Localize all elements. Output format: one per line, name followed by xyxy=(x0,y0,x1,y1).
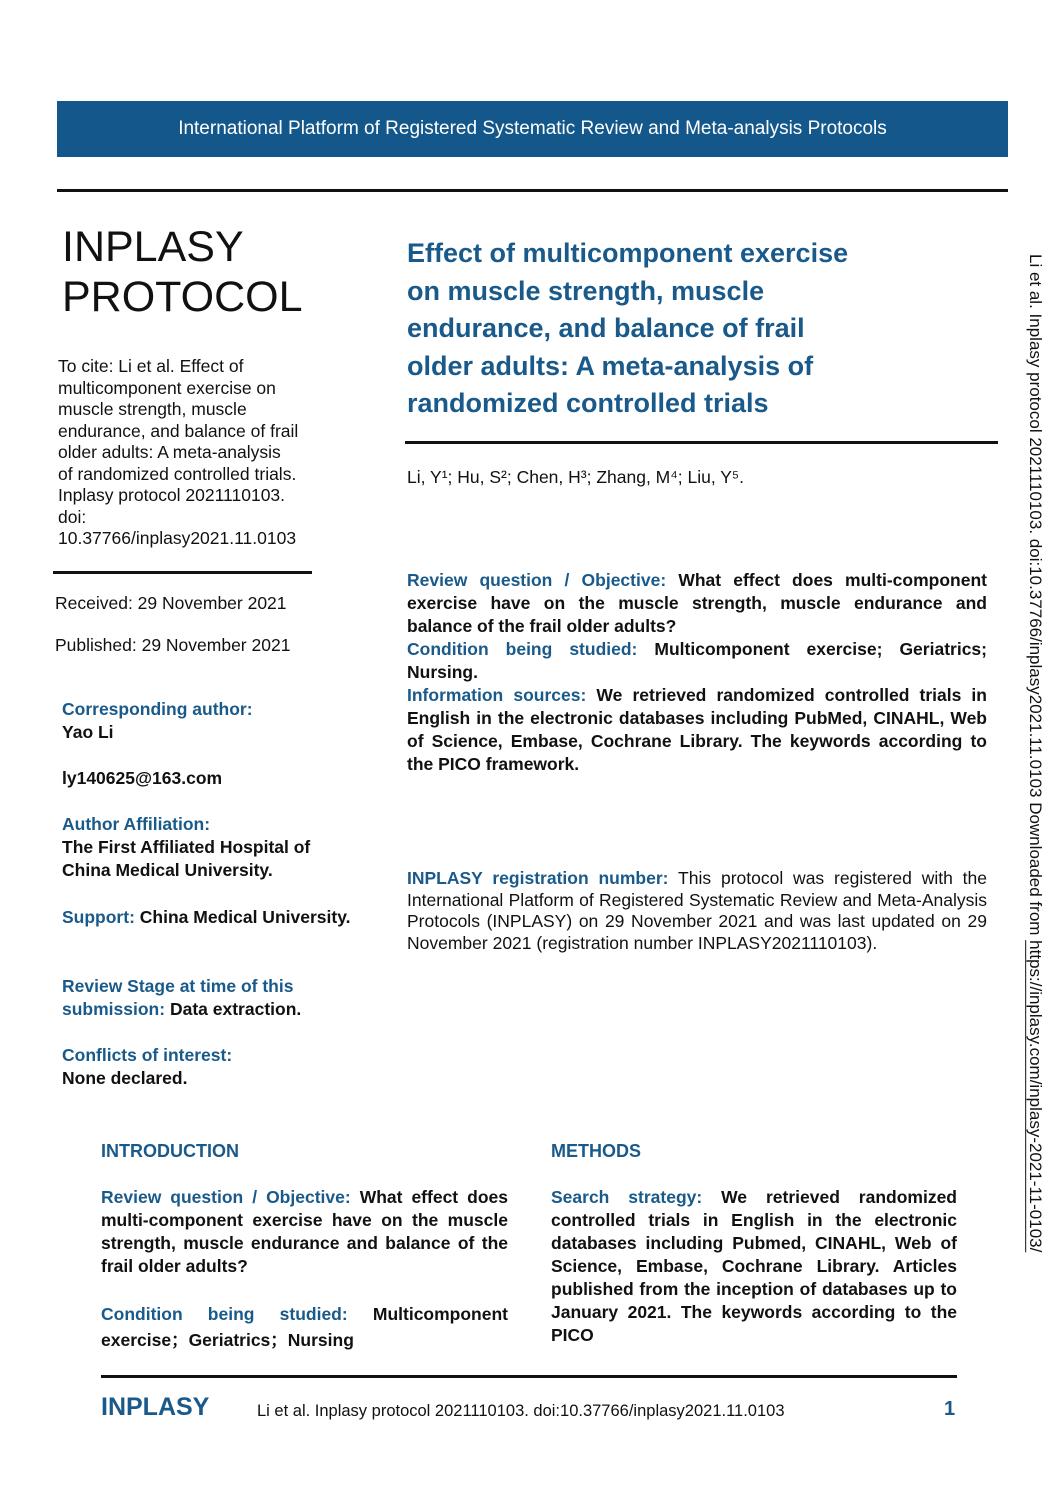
support-label: Support: xyxy=(62,907,135,927)
summary-block xyxy=(407,569,987,776)
summary-condition-value: Multicomponent exercise; Geriatrics; Nursing. xyxy=(407,639,987,682)
citation-line: To cite: Li et al. Effect of xyxy=(58,356,244,376)
intro-condition xyxy=(101,1301,508,1353)
summary-review-value: What effect does multi-component exercise have on the muscle strength, muscle endurance and balance of the frail older adults? xyxy=(407,570,987,636)
citation-line: endurance, and balance of frail xyxy=(58,420,299,441)
intro-review-question xyxy=(101,1186,508,1278)
intro-condition-label: Condition being studied: xyxy=(101,1304,348,1324)
support-value: China Medical University. xyxy=(139,907,351,927)
article-title xyxy=(407,235,967,423)
footer-citation: Li et al. Inplasy protocol 2021110103. doi:10.37766/inplasy2021.11.0103 xyxy=(257,1402,785,1420)
page-number: 1 xyxy=(944,1398,956,1420)
intro-review-value: What effect does multi-component exercise have on the muscle strength, muscle endurance and balance of the frail older adults? xyxy=(101,1187,508,1276)
brand-line-2: PROTOCOL xyxy=(62,273,303,321)
review-stage-label: Review Stage at time of this submission: xyxy=(62,976,294,1019)
registration-block xyxy=(407,868,987,954)
journal-banner: International Platform of Registered Systematic Review and Meta-analysis Protocols xyxy=(57,101,1008,157)
footer-brand: INPLASY xyxy=(101,1393,210,1421)
received-date: Received: 29 November 2021 xyxy=(55,593,287,613)
top-divider xyxy=(57,189,1008,192)
summary-sources-label: Information sources: xyxy=(407,685,587,705)
summary-review-label: Review question / Objective: xyxy=(407,570,667,590)
title-line: older adults: A meta-analysis of xyxy=(407,350,814,381)
corresponding-author xyxy=(62,698,352,744)
author-email[interactable]: ly140625@163.com xyxy=(62,768,223,788)
conflicts-value: None declared. xyxy=(62,1068,188,1088)
methods-search-strategy xyxy=(551,1186,957,1348)
affiliation-value: The First Affiliated Hospital of China Medical University. xyxy=(62,837,311,880)
sidebar-divider xyxy=(53,571,312,574)
published-date: Published: 29 November 2021 xyxy=(55,635,291,655)
methods-heading: METHODS xyxy=(551,1141,641,1161)
citation-block xyxy=(58,356,338,550)
title-line: Effect of multicomponent exercise xyxy=(407,238,849,268)
title-line: on muscle strength, muscle xyxy=(407,275,765,306)
citation-doi[interactable]: 10.37766/inplasy2021.11.0103 xyxy=(58,528,297,548)
citation-line: multicomponent exercise on xyxy=(58,377,276,398)
citation-line: muscle strength, muscle xyxy=(58,399,247,419)
title-line: endurance, and balance of frail xyxy=(407,313,805,343)
download-stamp xyxy=(1025,254,1045,1252)
intro-review-label: Review question / Objective: xyxy=(101,1187,351,1207)
corresponding-author-name: Yao Li xyxy=(62,722,114,742)
protocol-brand xyxy=(62,222,303,322)
conflicts-label: Conflicts of interest: xyxy=(62,1045,233,1065)
methods-search-label: Search strategy: xyxy=(551,1187,703,1207)
title-divider xyxy=(405,441,998,444)
download-stamp-text: Li et al. Inplasy protocol 2021110103. doi:10.37766/inplasy2021.11.0103 Downloaded from xyxy=(1026,254,1045,941)
corresponding-author-label: Corresponding author: xyxy=(62,699,253,719)
intro-condition-value: Multicomponent exercise；Geriatrics；Nursing xyxy=(101,1304,508,1350)
download-link[interactable]: https://inplasy.com/inplasy-2021-11-0103/ xyxy=(1026,940,1045,1253)
brand-line-1: INPLASY xyxy=(62,223,244,271)
author-list: Li, Y¹; Hu, S²; Chen, H³; Zhang, M⁴; Liu, Y⁵. xyxy=(407,467,745,487)
summary-condition-label: Condition being studied: xyxy=(407,639,638,659)
registration-label: INPLASY registration number: xyxy=(407,868,669,888)
introduction-heading: INTRODUCTION xyxy=(101,1141,239,1161)
support xyxy=(62,906,352,929)
citation-line: Inplasy protocol 2021110103. xyxy=(58,485,286,505)
methods-search-value: We retrieved randomized controlled trials in English in the electronic databases including Pubmed, CINAHL, Web of Science, Embase, Cochrane Library. Articles published from the inception of databases up to January 2021. The keywords according to the PICO xyxy=(551,1187,957,1345)
affiliation-label: Author Affiliation: xyxy=(62,814,211,834)
summary-sources-value: We retrieved randomized controlled trials in English in the electronic databases including PubMed, CINAHL, Web of Science, Embase, Cochrane Library. The keywords according to the PICO framework. xyxy=(407,685,987,774)
citation-line: older adults: A meta-analysis xyxy=(58,442,281,462)
citation-line: doi: xyxy=(58,506,87,527)
review-stage xyxy=(62,975,352,1021)
footer-divider xyxy=(101,1375,957,1378)
conflicts xyxy=(62,1044,352,1090)
review-stage-value: Data extraction. xyxy=(169,999,302,1019)
registration-value: This protocol was registered with the International Platform of Registered Systematic Review and Meta-Analysis Protocols (INPLASY) on 29 November 2021 and was last updated on 29 November 2021 (registration number INPLASY2021110103). xyxy=(407,868,987,953)
title-line: randomized controlled trials xyxy=(407,388,769,418)
citation-line: of randomized controlled trials. xyxy=(58,463,297,484)
author-affiliation xyxy=(62,813,352,882)
